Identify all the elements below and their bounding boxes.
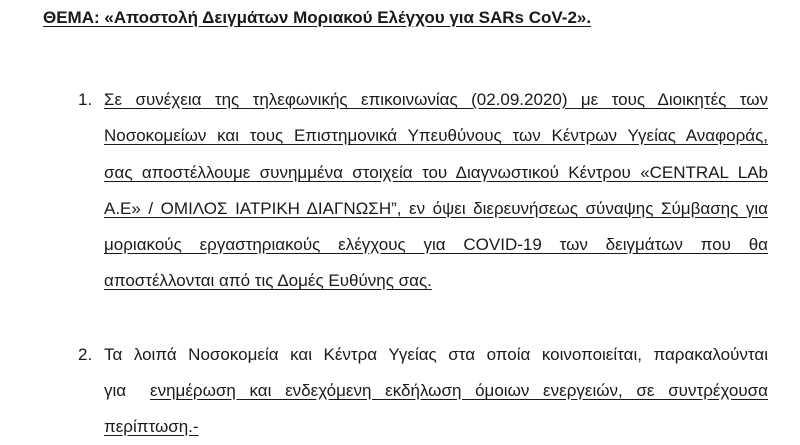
- item-1-line-2: Νοσοκομείων και τους Επιστημονικά Υπευθύνους των Κέντρων Υγείας Αναφοράς,: [104, 126, 768, 145]
- item-1-line-3: σας αποστέλλουμε συνημμένα στοιχεία του Διαγνωστικού Κέντρου «CENTRAL LAb: [104, 163, 768, 182]
- item-1-line-4: Α.Ε» / ΟΜΙΛΟΣ ΙΑΤΡΙΚΗ ΔΙΑΓΝΩΣΗ”, εν όψει διερευνήσεως σύναψης Σύμβασης για: [104, 199, 768, 218]
- item-2-line-2-prefix: για: [104, 381, 127, 400]
- subject-heading: ΘΕΜΑ: «Αποστολή Δειγμάτων Μοριακού Ελέγχου για SARs CoV-2».: [43, 8, 592, 27]
- item-2-line-2-underlined: ενημέρωση και ενδεχόμενη εκδήλωση όμοιων ενεργειών, σε συντρέχουσα: [150, 381, 768, 400]
- item-1-line-5: μοριακούς εργαστηριακούς ελέγχους για COVID-19 των δειγμάτων που θα: [104, 235, 768, 254]
- item-1-line-1: Σε συνέχεια της τηλεφωνικής επικοινωνίας (02.09.2020) με τους Διοικητές των: [104, 90, 768, 109]
- item-2-line-1: Τα λοιπά Νοσοκομεία και Κέντρα Υγείας στα οποία κοινοποιείται, παρακαλούνται: [104, 345, 768, 364]
- item-1-line-6: αποστέλλονται από τις Δομές Ευθύνης σας.: [104, 271, 432, 290]
- item-1-number: 1.: [78, 90, 93, 109]
- item-2-number: 2.: [78, 345, 93, 364]
- item-2-line-2: [104, 381, 768, 401]
- item-2-line-3: περίπτωση.-: [104, 417, 199, 436]
